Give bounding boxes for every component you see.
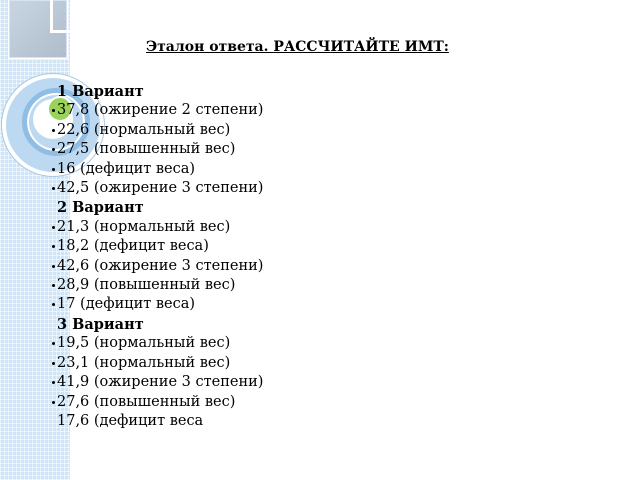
answer-item: 18,2 (дефицит веса)	[57, 237, 597, 256]
answer-item: 41,9 (ожирение 3 степени)	[57, 373, 597, 392]
answer-item: 27,5 (повышенный вес)	[57, 140, 597, 159]
answer-item: 23,1 (нормальный вес)	[57, 354, 597, 373]
answer-list	[57, 218, 597, 315]
answer-item: 19,5 (нормальный вес)	[57, 334, 597, 353]
answer-item: 17 (дефицит веса)	[57, 295, 597, 314]
answer-item: 27,6 (повышенный вес)	[57, 393, 597, 412]
page-title: Эталон ответа. РАССЧИТАЙТЕ ИМТ:	[146, 39, 449, 55]
answer-item: 21,3 (нормальный вес)	[57, 218, 597, 237]
answer-line: 17,6 (дефицит веса	[57, 412, 204, 429]
answer-list	[57, 334, 597, 412]
answer-item: 37,8 (ожирение 2 степени)	[57, 101, 597, 120]
decorative-frame	[50, 0, 73, 33]
variant-section	[57, 198, 597, 314]
variant-section	[57, 82, 597, 198]
answer-content	[57, 82, 597, 431]
variant-heading: 1 Вариант	[57, 83, 144, 100]
variant-heading: 2 Вариант	[57, 199, 144, 217]
answer-item: 42,5 (ожирение 3 степени)	[57, 179, 597, 198]
answer-item: 22,6 (нормальный вес)	[57, 121, 597, 140]
answer-item: 28,9 (повышенный вес)	[57, 276, 597, 295]
variant-heading: 3 Вариант	[57, 315, 144, 333]
variant-section	[57, 315, 597, 431]
answer-item: 16 (дефицит веса)	[57, 160, 597, 179]
answer-item: 42,6 (ожирение 3 степени)	[57, 257, 597, 276]
answer-list	[57, 101, 597, 198]
